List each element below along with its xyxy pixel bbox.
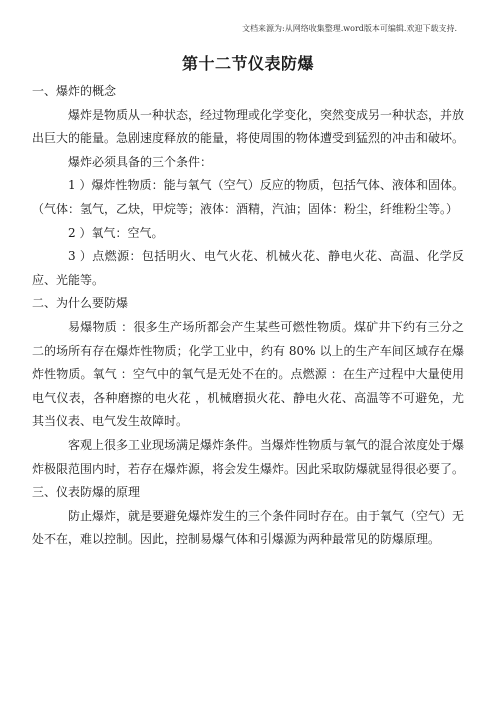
paragraph: 爆炸是物质从一种状态，经过物理或化学变化，突然变成另一种状态，并放出巨大的能量。急剧速度释放的能量，将使周围的物体遭受到猛烈的冲击和破坏。 — [32, 107, 465, 146]
section-heading-1: 一、爆炸的概念 — [32, 84, 117, 98]
list-item: 1 ）爆炸性物质：能与氧气（空气）反应的物质，包括气体、液体和固体。（气体：氢气，乙炔，甲烷等；液体：酒精，汽油；固体：粉尘，纤维粉尘等。） — [32, 178, 464, 216]
page-title: 第十二节仪表防爆 — [181, 54, 314, 73]
paragraph: 易爆物质 ：很多生产场所都会产生某些可燃性物质。煤矿井下约有三分之二的场所有存在爆炸性物质；化学工业中，约有 80% 以上的生产车间区域存在爆炸性物质。氧气 ：空气中的氧气是无处不在的。点燃源 ：在生产过程中大量使用电气仪表，各种磨擦的电火花 ，机械磨损火花、静电火花、高温等不可避免，尤其当仪表、电气发生故障时。 — [32, 319, 464, 429]
list-item: 3 ）点燃源：包括明火、电气火花、机械火花、静电火花、高温、化学反应、光能等。 — [32, 249, 464, 287]
paragraph: 客观上很多工业现场满足爆炸条件。当爆炸性物质与氧气的混合浓度处于爆炸极限范围内时，若存在爆炸源，将会发生爆炸。因此采取防爆就显得很必要了。 — [32, 437, 465, 476]
paragraph: 爆炸必须具备的三个条件： — [68, 154, 213, 169]
header-note: 文档来源为:从网络收集整理.word版本可编辑.欢迎下载支持. — [242, 24, 457, 33]
list-item: 2 ）氧气：空气。 — [68, 225, 164, 240]
section-heading-3: 三、仪表防爆的原理 — [32, 485, 141, 500]
document-body — [32, 80, 464, 552]
section-heading-2: 二、为什么要防爆 — [32, 296, 129, 311]
paragraph: 防止爆炸，就是要避免爆炸发生的三个条件同时存在。由于氧气（空气）无处不在，难以控制。因此，控制易爆气体和引爆源为两种最常见的防爆原理。 — [32, 508, 465, 547]
